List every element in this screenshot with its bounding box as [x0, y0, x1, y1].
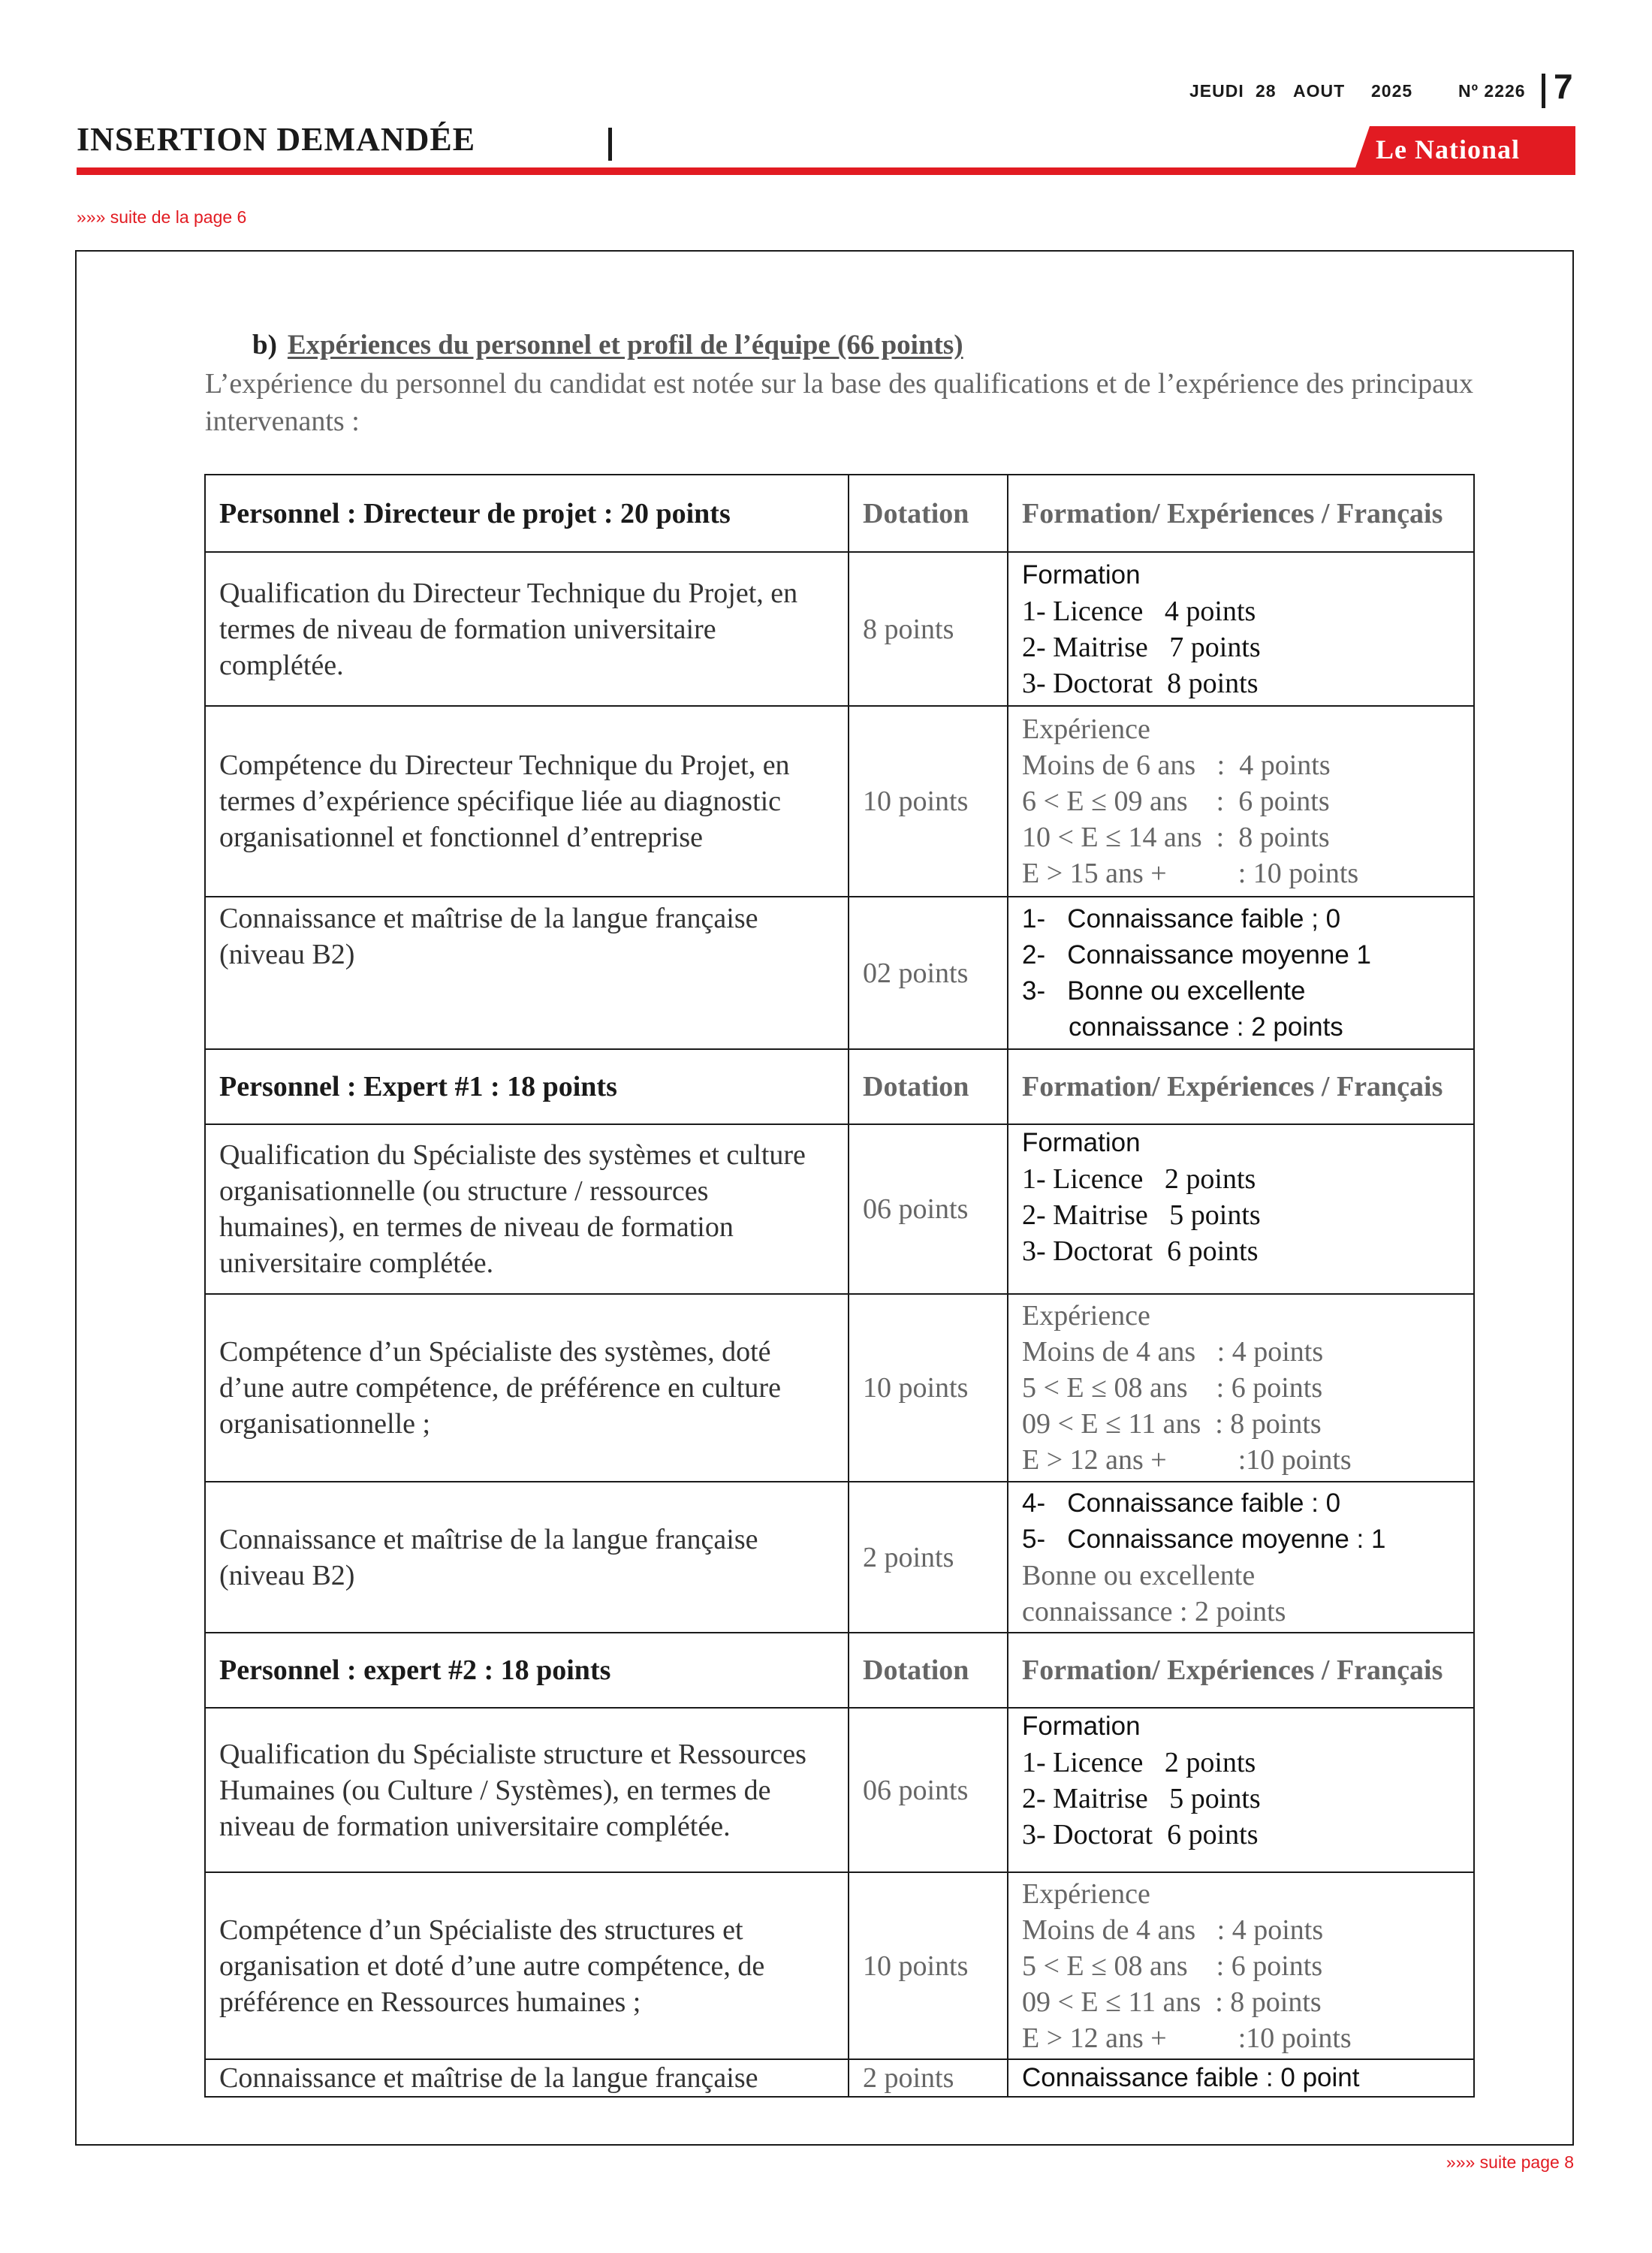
criterion-description: Compétence d’un Spécialiste des structures et organisation et doté d’une autre compétence, de préférence en Ressources humaines ;	[205, 1872, 849, 2059]
criterion-dotation: 8 points	[849, 552, 1008, 706]
table-row	[205, 2059, 1474, 2097]
group-title: Personnel : Directeur de projet : 20 points	[205, 475, 849, 552]
table-row	[205, 1482, 1474, 1633]
criterion-description: Connaissance et maîtrise de la langue française (niveau B2)	[205, 1482, 849, 1633]
details-line: 3- Doctorat 6 points	[1022, 1235, 1259, 1267]
page-number: 7	[1554, 67, 1573, 106]
issue-month: AOUT	[1293, 81, 1346, 101]
criterion-details	[1008, 1294, 1474, 1482]
group-header-row	[205, 1633, 1474, 1708]
details-line: 10 < E ≤ 14 ans : 8 points	[1022, 822, 1330, 853]
criterion-description: Qualification du Spécialiste des systèmes et culture organisationnelle (ou structure / ressources humaines), en termes de niveau de formation universitaire complétée.	[205, 1124, 849, 1294]
header-rule	[77, 167, 1575, 175]
criterion-details	[1008, 897, 1474, 1049]
details-header: Formation/ Expériences / Français	[1008, 1049, 1474, 1124]
dotation-header: Dotation	[849, 475, 1008, 552]
details-line: 2- Maitrise 7 points	[1022, 631, 1261, 663]
table-row	[205, 1294, 1474, 1482]
table-row	[205, 1124, 1474, 1294]
table-row	[205, 552, 1474, 706]
criterion-dotation: 2 points	[849, 2059, 1008, 2097]
criterion-dotation: 02 points	[849, 897, 1008, 1049]
dotation-header: Dotation	[849, 1049, 1008, 1124]
continued-from-link[interactable]: »»» suite de la page 6	[77, 207, 247, 227]
issue-number: Nº 2226	[1458, 81, 1526, 101]
criterion-dotation: 10 points	[849, 1872, 1008, 2059]
section-label: b)	[252, 330, 277, 360]
criterion-description: Connaissance et maîtrise de la langue française (niveau B2)	[205, 897, 849, 1049]
details-line: 4- Connaissance faible : 0	[1022, 1488, 1341, 1518]
criterion-details	[1008, 552, 1474, 706]
criterion-details	[1008, 1482, 1474, 1633]
table-row	[205, 706, 1474, 897]
details-line: 09 < E ≤ 11 ans : 8 points	[1022, 1986, 1322, 2018]
details-line: 1- Licence 4 points	[1022, 595, 1256, 627]
details-line: Expérience	[1022, 1878, 1150, 1910]
criterion-details	[1008, 2059, 1474, 2097]
details-line: 2- Maitrise 5 points	[1022, 1783, 1261, 1814]
criterion-details	[1008, 706, 1474, 897]
brand-name: Le National	[1376, 134, 1521, 164]
table-row	[205, 897, 1474, 1049]
criterion-dotation: 10 points	[849, 1294, 1008, 1482]
group-header-row	[205, 475, 1474, 552]
details-line: Expérience	[1022, 1300, 1150, 1332]
details-line: E > 12 ans + :10 points	[1022, 2022, 1352, 2054]
details-line: 5 < E ≤ 08 ans : 6 points	[1022, 1950, 1323, 1982]
criterion-description: Qualification du Spécialiste structure et Ressources Humaines (ou Culture / Systèmes), en termes de niveau de formation universitaire complétée.	[205, 1708, 849, 1872]
details-line: 6 < E ≤ 09 ans : 6 points	[1022, 786, 1330, 817]
details-line: Connaissance faible : 0 point	[1022, 2063, 1360, 2092]
details-line: 3- Doctorat 8 points	[1022, 667, 1259, 699]
table-row	[205, 1872, 1474, 2059]
details-line: Moins de 4 ans : 4 points	[1022, 1914, 1324, 1946]
details-line: 3- Doctorat 6 points	[1022, 1819, 1259, 1850]
details-line: connaissance : 2 points	[1022, 1595, 1286, 1627]
section-heading	[252, 329, 963, 361]
details-line: 1- Licence 2 points	[1022, 1163, 1256, 1195]
issue-year: 2025	[1371, 81, 1413, 101]
issue-date: 28	[1256, 81, 1277, 101]
details-line: Moins de 4 ans : 4 points	[1022, 1336, 1324, 1368]
section-heading-text: Expériences du personnel et profil de l’équipe (66 points)	[287, 330, 963, 360]
details-line: connaissance : 2 points	[1069, 1012, 1343, 1042]
criterion-dotation: 2 points	[849, 1482, 1008, 1633]
group-title: Personnel : expert #2 : 18 points	[205, 1633, 849, 1708]
page-number-divider	[1542, 74, 1545, 108]
criterion-dotation: 06 points	[849, 1124, 1008, 1294]
details-line: 3- Bonne ou excellente	[1022, 976, 1306, 1006]
details-line: Formation	[1022, 1128, 1141, 1157]
details-line: Formation	[1022, 559, 1141, 590]
details-header: Formation/ Expériences / Français	[1008, 1633, 1474, 1708]
criterion-dotation: 10 points	[849, 706, 1008, 897]
group-header-row	[205, 1049, 1474, 1124]
details-line: 1- Licence 2 points	[1022, 1747, 1256, 1778]
section-title-divider	[608, 128, 612, 161]
details-line: Expérience	[1022, 713, 1150, 745]
dotation-header: Dotation	[849, 1633, 1008, 1708]
details-line: 2- Connaissance moyenne 1	[1022, 940, 1371, 970]
details-line: 1- Connaissance faible ; 0	[1022, 903, 1341, 933]
details-line: 5- Connaissance moyenne : 1	[1022, 1524, 1386, 1554]
details-line: 5 < E ≤ 08 ans : 6 points	[1022, 1372, 1323, 1404]
criterion-description: Connaissance et maîtrise de la langue française	[205, 2059, 849, 2097]
details-line: Bonne ou excellente	[1022, 1559, 1256, 1591]
details-line: Formation	[1022, 1712, 1141, 1741]
section-title: INSERTION DEMANDÉE	[77, 121, 476, 158]
continued-on-link[interactable]: »»» suite page 8	[1446, 2152, 1574, 2172]
details-line: Moins de 6 ans : 4 points	[1022, 749, 1331, 781]
issue-day: JEUDI	[1189, 81, 1244, 101]
criterion-details	[1008, 1124, 1474, 1294]
details-line: E > 12 ans + :10 points	[1022, 1444, 1352, 1476]
criterion-description: Qualification du Directeur Technique du Projet, en termes de niveau de formation universitaire complétée.	[205, 552, 849, 706]
details-line: E > 15 ans + : 10 points	[1022, 858, 1359, 889]
details-line: 2- Maitrise 5 points	[1022, 1199, 1261, 1231]
criterion-details	[1008, 1872, 1474, 2059]
criterion-details	[1008, 1708, 1474, 1872]
criterion-dotation: 06 points	[849, 1708, 1008, 1872]
details-header: Formation/ Expériences / Français	[1008, 475, 1474, 552]
group-title: Personnel : Expert #1 : 18 points	[205, 1049, 849, 1124]
table-row	[205, 1708, 1474, 1872]
section-intro: L’expérience du personnel du candidat est notée sur la base des qualifications et de l’expérience des principaux intervenants :	[205, 368, 1473, 437]
criterion-description: Compétence du Directeur Technique du Projet, en termes d’expérience spécifique liée au diagnostic organisationnel et fonctionnel d’entreprise	[205, 706, 849, 897]
evaluation-table	[204, 474, 1475, 2098]
details-line: 09 < E ≤ 11 ans : 8 points	[1022, 1408, 1322, 1440]
criterion-description: Compétence d’un Spécialiste des systèmes, doté d’une autre compétence, de préférence en culture organisationnelle ;	[205, 1294, 849, 1482]
